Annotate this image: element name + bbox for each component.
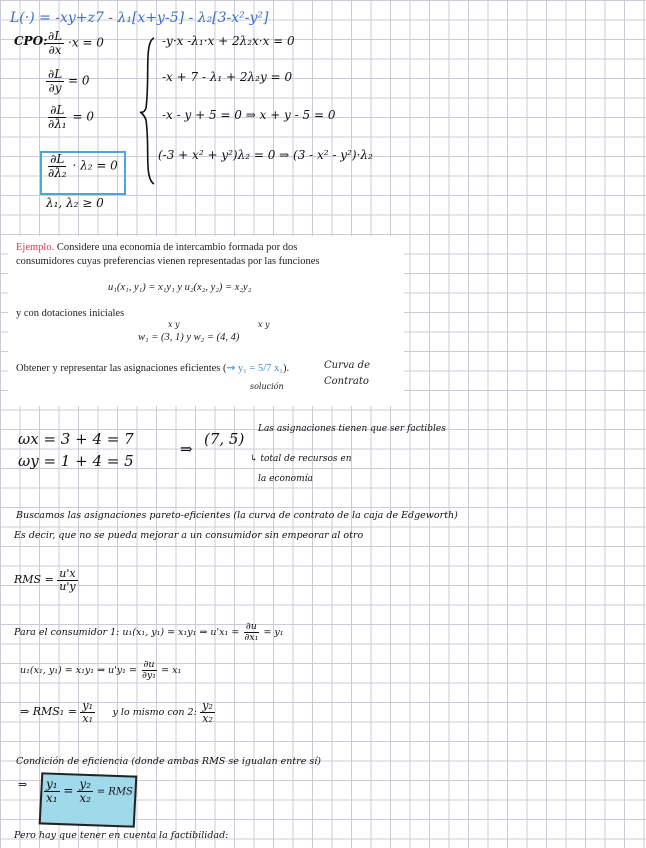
consumer1-uy (20, 660, 181, 681)
feasibility-note: Pero hay que tener en cuenta la factibilidad: (14, 830, 229, 841)
efficiency-equation (44, 778, 133, 804)
condition-suffix: ·x = 0 (68, 35, 104, 50)
rms2-text: y lo mismo con 2: (112, 707, 197, 719)
c1b-num: ∂u (143, 659, 155, 670)
pareto-line-1: Buscamos las asignaciones pareto-eficientes (la curva de contrato de la caja de Edgeworth) (16, 510, 458, 521)
example-text-1: Considere una economía de intercambio formada por dos (56, 242, 298, 253)
c1-num: ∂u (245, 621, 257, 632)
endow-annotation-1: x y (168, 320, 180, 329)
c1-intro: Para el consumidor 1: u₁(x₁, y₁) = x₁y₁ ⇒ u'x₁ = (14, 626, 240, 638)
dy-den: ∂y (48, 80, 62, 95)
total-y: ωy = 1 + 4 = 5 (18, 452, 134, 470)
task-suffix: ). (282, 363, 290, 374)
rms1-den: x₁ (82, 711, 94, 725)
endow-annotation-2: x y (258, 320, 270, 329)
pareto-line-2: Es decir, que no se pueda mejorar a un consumidor sin empeorar al otro (14, 530, 364, 541)
condition-suffix: · λ₂ = 0 (72, 158, 118, 173)
rms1-label: ⇒ RMS₁ = (20, 705, 77, 719)
rms2-num: y₂ (202, 699, 213, 712)
rms-den: u'y (59, 579, 76, 593)
efficiency-condition: Condición de eficiencia (donde ambas RMS se igualan entre sí) (16, 756, 321, 767)
equation-2: -x + 7 - λ₁ + 2λ₂y = 0 (162, 70, 293, 84)
rms1-line (20, 700, 215, 724)
c1-den: ∂x₁ (244, 631, 259, 643)
dl1-den: ∂λ₁ (48, 116, 67, 131)
pair-note-2: ↳ total de recursos en (250, 454, 352, 464)
condition-suffix: = 0 (72, 109, 94, 124)
rms-num: u'x (59, 567, 76, 580)
cpo-label: CPO: (14, 34, 48, 48)
eff-rms: = RMS (96, 786, 133, 798)
c1b-intro: u₁(x₁, y₁) = x₁y₁ ⇒ u'y₁ = (20, 664, 137, 676)
dL-num: ∂L (50, 152, 65, 166)
consumer1-ux (14, 622, 284, 643)
c1b-result: = x₁ (161, 664, 182, 676)
equation-3: -x - y + 5 = 0 ⇒ x + y - 5 = 0 (162, 108, 336, 122)
dx-den: ∂x (48, 42, 62, 57)
dL-num: ∂L (50, 103, 65, 117)
c1b-den: ∂y₁ (141, 669, 157, 681)
dL-num: ∂L (48, 29, 63, 43)
eff-num-2: y₂ (79, 777, 91, 791)
endowment-intro: y con dotaciones iniciales (16, 308, 125, 319)
endowments: w₁ = (3, 1) y w₂ = (4, 4) (138, 332, 240, 343)
lagrangian: L(·) = -xy+z7 - λ₁[x+y-5] - λ₂[3-x²-y²] (10, 10, 269, 26)
pair-note-1: Las asignaciones tienen que ser factibles (258, 424, 446, 434)
solution-note: solución (250, 382, 284, 391)
utility-functions: u₁(x₁, y₁) = x₁y₁ y u₂(x₂, y₂) = x₂y₂ (108, 282, 252, 293)
rms-definition (14, 568, 78, 592)
brace-icon (140, 38, 160, 184)
pair-note-3: la economía (258, 474, 313, 484)
implies-arrow: ⇒ (180, 440, 193, 458)
eff-den-1: x₁ (46, 790, 58, 805)
contract-note-1: Curva de (324, 360, 370, 371)
eff-equals: = (63, 783, 74, 798)
example-text-2: consumidores cuyas preferencias vienen representadas por las funciones (16, 256, 320, 267)
rms2-den: x₂ (202, 711, 213, 725)
resource-pair: (7, 5) (204, 430, 245, 448)
c1-result: = y₁ (263, 626, 284, 638)
example-block (8, 236, 404, 406)
task-solution-link[interactable]: ⇝ y₁ = 5/7 x₁ (226, 363, 283, 374)
total-x: ωx = 3 + 4 = 7 (18, 430, 134, 448)
condition-dLdl2 (46, 153, 118, 179)
task-text (16, 362, 289, 374)
dL-num: ∂L (48, 67, 63, 81)
condition-dLdl1 (46, 104, 94, 130)
equation-1: -y·x -λ₁·x + 2λ₂x·x = 0 (162, 34, 295, 48)
nonneg-condition: λ₁, λ₂ ≥ 0 (46, 196, 104, 210)
example-label: Ejemplo. (16, 242, 55, 253)
task-prefix: Obtener y representar las asignaciones eficientes ( (16, 363, 227, 374)
efficiency-arrow: ⇒ (18, 778, 28, 791)
equation-4: (-3 + x² + y²)λ₂ = 0 ⇒ (3 - x² - y²)·λ₂ (158, 148, 373, 162)
rms1-num: y₁ (82, 699, 94, 712)
eff-num-1: y₁ (46, 777, 58, 791)
rms-label: RMS = (14, 573, 54, 587)
eff-den-2: x₂ (79, 790, 91, 805)
condition-dLdx (46, 30, 104, 56)
condition-dLdy (46, 68, 90, 94)
contract-note-2: Contrato (324, 376, 369, 387)
dl2-den: ∂λ₂ (48, 165, 67, 180)
condition-suffix: = 0 (68, 73, 90, 88)
